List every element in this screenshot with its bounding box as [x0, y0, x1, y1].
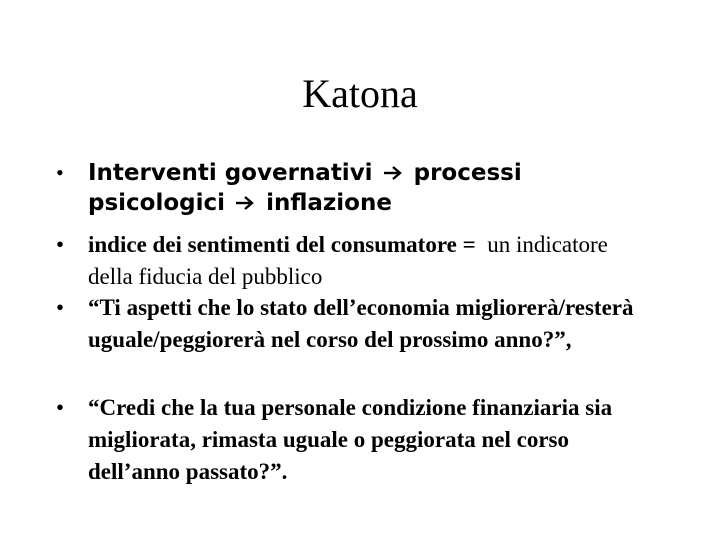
bullet-text-part: inflazione: [266, 190, 392, 216]
bullet-marker: •: [56, 232, 65, 257]
bullet-marker: •: [56, 160, 64, 185]
right-arrow-icon: [235, 196, 255, 210]
bullet-text-part: Interventi governativi: [88, 160, 373, 186]
bullet-text-normal: un indicatore della fiducia del pubblico: [88, 232, 608, 289]
bullet-item-1: [56, 158, 656, 218]
bullet-item-2: [56, 229, 656, 293]
bullet-marker: •: [56, 395, 65, 420]
bullet-text-part: processi psicologici: [88, 160, 522, 216]
bullet-item-3: [56, 292, 656, 356]
slide-title: Katona: [302, 71, 418, 116]
bullet-text-bold: indice dei sentimenti del consumatore =: [88, 232, 476, 257]
bullet-text: “Ti aspetti che lo stato dell’economia migliorerà/resterà uguale/peggiorerà nel corso del prossimo anno?”,: [88, 295, 634, 352]
bullet-text: [88, 229, 656, 293]
bullet-item-4: [56, 392, 656, 488]
bullet-marker: •: [56, 295, 65, 320]
right-arrow-icon: [383, 166, 403, 180]
bullet-text: [88, 158, 656, 218]
bullet-text: “Credi che la tua personale condizione finanziaria sia migliorata, rimasta uguale o peggiorata nel corso dell’anno passato?”.: [88, 395, 613, 484]
